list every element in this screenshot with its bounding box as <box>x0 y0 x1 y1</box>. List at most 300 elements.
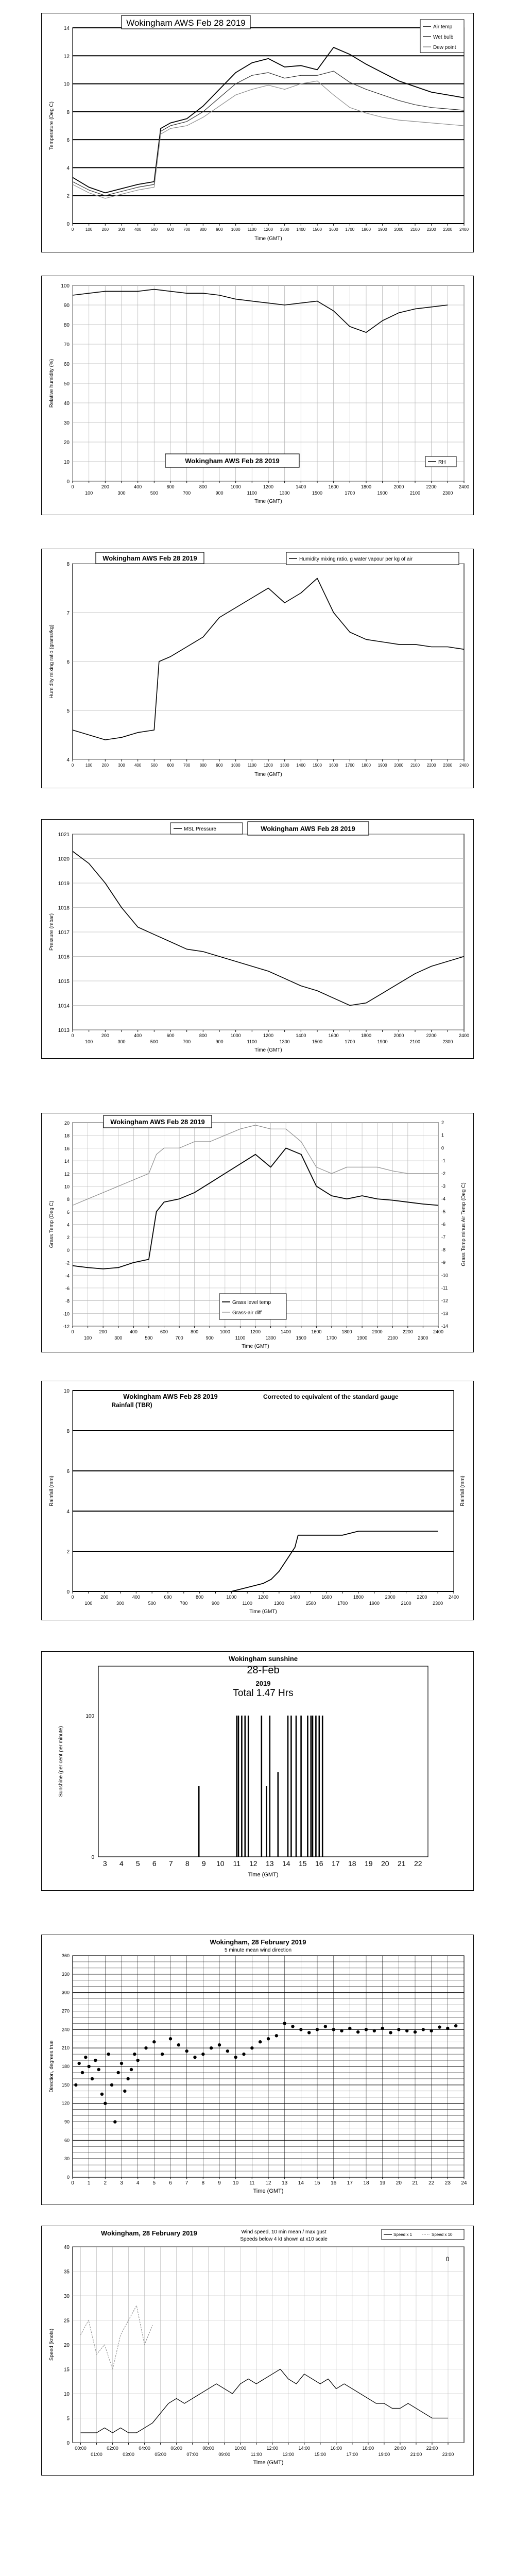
x-tick-label: 18 <box>348 1859 356 1868</box>
x-tick-label: 9 <box>218 2180 221 2186</box>
mixing-ratio-chart <box>42 549 473 788</box>
x-tick-label: 13 <box>282 2180 288 2186</box>
x-tick-label: 20:00 <box>394 2446 406 2451</box>
x-tick-label: 200 <box>101 227 109 232</box>
y-tick-label: 80 <box>63 323 70 328</box>
chart-subtitle: 5 minute mean wind direction <box>224 1947 292 1953</box>
y-tick-label: 30 <box>63 2294 70 2299</box>
x-tick-label: 100 <box>84 1335 92 1341</box>
x-tick-label: 07:00 <box>186 2452 198 2457</box>
temperature-chart <box>42 13 473 252</box>
wind-direction-point <box>414 2030 417 2033</box>
x-tick-label: 21 <box>412 2180 418 2186</box>
y-axis-label: Grass Temp (Deg C) <box>49 1200 55 1248</box>
x-axis-label: Time (GMT) <box>248 1872 279 1878</box>
y-tick-label: 18 <box>64 1133 70 1139</box>
x-tick-label: 15 <box>299 1859 307 1868</box>
sunshine-chart-panel <box>41 1651 474 1891</box>
wind-direction-point <box>144 2046 147 2049</box>
y2-tick-label: -5 <box>441 1209 446 1214</box>
y-tick-label: 0 <box>66 222 70 227</box>
x-tick-label: 600 <box>164 1595 172 1600</box>
y-tick-label: 0 <box>91 1855 94 1860</box>
wind-direction-point <box>94 2059 97 2062</box>
x-tick-label: 2200 <box>426 1033 437 1038</box>
x-tick-label: 12:00 <box>266 2446 279 2451</box>
wind-direction-point <box>130 2068 133 2071</box>
x-tick-label: 800 <box>199 763 207 768</box>
wind-direction-point <box>267 2037 270 2040</box>
y-tick-label: 70 <box>63 342 70 348</box>
y-tick-label: 0 <box>66 1247 70 1253</box>
x-tick-label: 14 <box>298 2180 304 2186</box>
x-tick-label: 0 <box>71 763 74 768</box>
chart-title: Wokingham AWS Feb 28 2019 <box>126 18 246 28</box>
x-tick-label: 100 <box>85 763 93 768</box>
x-tick-label: 1900 <box>377 1039 388 1044</box>
y-axis-label: Humidity mixing ratio (grams/kg) <box>49 624 55 699</box>
x-tick-label: 1600 <box>328 484 339 489</box>
y2-tick-label: -1 <box>441 1158 446 1164</box>
wind-direction-point <box>177 2043 180 2046</box>
y2-tick-label: -4 <box>441 1196 446 1202</box>
x-tick-label: 500 <box>150 763 158 768</box>
y2-axis-label: Grass Temp minus Air Temp (Deg C) <box>461 1182 467 1266</box>
x-tick-label: 2 <box>104 2180 107 2186</box>
x-tick-label: 2200 <box>402 1329 413 1334</box>
wind-direction-point <box>123 2090 126 2093</box>
x-tick-label: 900 <box>216 227 223 232</box>
x-tick-label: 700 <box>183 763 191 768</box>
legend-label: Humidity mixing ratio, g water vapour per kg of air <box>299 556 413 562</box>
y-tick-label: 10 <box>63 81 70 88</box>
y-tick-label: -2 <box>65 1260 70 1266</box>
wind-direction-point <box>454 2024 457 2027</box>
x-tick-label: 16 <box>315 1859 323 1868</box>
x-tick-label: 1800 <box>353 1595 364 1600</box>
x-tick-label: 20 <box>396 2180 402 2186</box>
x-tick-label: 2000 <box>385 1595 396 1600</box>
rainfall-chart-panel <box>41 1381 474 1620</box>
chart-subtitle-2: Speeds below 4 kt shown at x10 scale <box>240 2236 328 2242</box>
legend-label: Wet bulb <box>433 35 454 40</box>
x-tick-label: 1900 <box>369 1601 380 1606</box>
wind-direction-point <box>234 2056 237 2059</box>
chart-title: Wokingham AWS Feb 28 2019 <box>102 554 197 562</box>
x-tick-label: 900 <box>215 1039 224 1044</box>
x-tick-label: 1600 <box>311 1329 322 1334</box>
x-tick-label: 4 <box>119 1859 124 1868</box>
wind-direction-point <box>348 2027 351 2030</box>
chart-total: Total 1.47 Hrs <box>233 1688 294 1699</box>
x-tick-label: 1900 <box>357 1335 368 1341</box>
x-tick-label: 2300 <box>418 1335 428 1341</box>
x-tick-label: 1400 <box>289 1595 300 1600</box>
x-tick-label: 2400 <box>458 1033 470 1038</box>
x-tick-label: 1800 <box>341 1329 352 1334</box>
wind-direction-chart-panel <box>41 1935 474 2205</box>
legend-label: Grass-air diff <box>232 1310 262 1316</box>
y2-axis-label: Rainfall (mm) <box>460 1476 466 1506</box>
x-tick-label: 17 <box>332 1859 340 1868</box>
x-tick-label: 18:00 <box>362 2446 374 2451</box>
wind-direction-point <box>185 2049 188 2053</box>
x-tick-label: 800 <box>196 1595 204 1600</box>
x-tick-label: 900 <box>215 490 224 496</box>
x-tick-label: 02:00 <box>107 2446 118 2451</box>
x-tick-label: 1500 <box>312 1039 323 1044</box>
x-tick-label: 1400 <box>296 763 306 768</box>
x-tick-label: 1300 <box>279 1039 290 1044</box>
x-tick-label: 300 <box>118 763 125 768</box>
x-tick-label: 1900 <box>377 227 387 232</box>
y-tick-label: 100 <box>85 1713 94 1719</box>
x-tick-label: 1300 <box>280 227 289 232</box>
y2-tick-label: -10 <box>441 1273 449 1278</box>
plot-area <box>73 1391 454 1591</box>
wind-direction-point <box>438 2025 441 2028</box>
x-tick-label: 21:00 <box>410 2452 422 2457</box>
wind-direction-point <box>316 2028 319 2031</box>
y-tick-label: 5 <box>66 2416 70 2422</box>
wind-direction-point <box>133 2053 136 2056</box>
x-tick-label: 9 <box>201 1859 206 1868</box>
y-tick-label: 14 <box>63 26 70 31</box>
y-tick-label: 7 <box>66 611 70 616</box>
x-tick-label: 03:00 <box>123 2452 134 2457</box>
y-tick-label: 0 <box>66 479 70 485</box>
x-tick-label: 1600 <box>328 1033 339 1038</box>
x-tick-label: 21 <box>398 1859 406 1868</box>
x-tick-label: 2100 <box>410 763 420 768</box>
legend-label: Dew point <box>433 45 456 50</box>
y-tick-label: 12 <box>64 1171 70 1177</box>
x-tick-label: 1000 <box>231 227 241 232</box>
x-tick-label: 800 <box>199 484 207 489</box>
x-tick-label: 09:00 <box>218 2452 230 2457</box>
x-tick-label: 1200 <box>258 1595 269 1600</box>
wind-direction-point <box>365 2028 368 2031</box>
y-tick-label: 12 <box>63 54 70 60</box>
x-tick-label: 100 <box>85 490 93 496</box>
x-axis-label: Time (GMT) <box>242 1344 269 1349</box>
y-tick-label: 1013 <box>58 1028 70 1033</box>
x-tick-label: 11:00 <box>250 2452 262 2457</box>
x-tick-label: 1 <box>87 2180 91 2186</box>
x-tick-label: 200 <box>101 763 109 768</box>
x-tick-label: 700 <box>183 1039 191 1044</box>
y-tick-label: 8 <box>66 109 70 115</box>
y-tick-label: 2 <box>66 1235 70 1241</box>
x-tick-label: 500 <box>148 1601 156 1606</box>
y-tick-label: 30 <box>63 420 70 426</box>
wind-direction-point <box>340 2029 343 2032</box>
x-tick-label: 1700 <box>345 490 355 496</box>
x-tick-label: 2300 <box>433 1601 443 1606</box>
x-tick-label: 100 <box>85 227 93 232</box>
x-tick-label: 400 <box>134 763 142 768</box>
wind-speed-chart-panel <box>41 2226 474 2476</box>
x-tick-label: 1100 <box>247 1039 258 1044</box>
x-tick-label: 10:00 <box>234 2446 246 2451</box>
y-axis-label: Speed (knots) <box>49 2328 55 2361</box>
y-tick-label: 20 <box>64 1121 70 1126</box>
x-tick-label: 200 <box>101 484 109 489</box>
x-tick-label: 1700 <box>345 227 355 232</box>
y-tick-label: 90 <box>64 2119 70 2125</box>
x-tick-label: 500 <box>150 1039 158 1044</box>
wind-direction-point <box>113 2120 116 2123</box>
y2-tick-label: -7 <box>441 1234 446 1240</box>
x-tick-label: 1400 <box>296 1033 306 1038</box>
x-tick-label: 2400 <box>448 1595 459 1600</box>
x-tick-label: 3 <box>120 2180 123 2186</box>
y-axis-label: Relative humidity (%) <box>49 359 55 408</box>
legend-label: Air temp <box>433 24 453 30</box>
x-tick-label: 12 <box>265 2180 271 2186</box>
y2-tick-label: -11 <box>441 1285 448 1291</box>
x-tick-label: 100 <box>85 1039 93 1044</box>
wind-direction-point <box>161 2053 164 2056</box>
x-tick-label: 200 <box>99 1329 107 1334</box>
x-tick-label: 2100 <box>409 490 421 496</box>
chart-note: Corrected to equivalent of the standard gauge <box>263 1393 399 1400</box>
x-tick-label: 1100 <box>235 1335 246 1341</box>
y-axis-label: Pressure (mbar) <box>49 913 55 951</box>
x-tick-label: 2300 <box>443 227 453 232</box>
x-tick-label: 2100 <box>410 227 420 232</box>
x-axis-label: Time (GMT) <box>254 236 282 242</box>
x-tick-label: 900 <box>216 763 223 768</box>
x-tick-label: 1600 <box>329 763 338 768</box>
x-tick-label: 2000 <box>393 1033 404 1038</box>
wind-direction-point <box>81 2071 84 2074</box>
y-tick-label: 2 <box>66 193 70 199</box>
wind-direction-point <box>259 2040 262 2043</box>
x-tick-label: 05:00 <box>154 2452 166 2457</box>
x-tick-label: 1500 <box>305 1601 316 1606</box>
x-tick-label: 1000 <box>226 1595 237 1600</box>
wind-direction-point <box>126 2077 129 2080</box>
y-tick-label: 16 <box>64 1146 70 1151</box>
x-tick-label: 3 <box>102 1859 107 1868</box>
wind-direction-point <box>299 2028 302 2031</box>
chart-title: Wokingham AWS Feb 28 2019 <box>123 1393 218 1400</box>
y2-tick-label: 2 <box>441 1120 444 1125</box>
x-tick-label: 15:00 <box>314 2452 327 2457</box>
wind-direction-point <box>97 2068 100 2071</box>
y2-tick-label: -9 <box>441 1260 446 1265</box>
wind-direction-point <box>430 2029 433 2032</box>
y-tick-label: 20 <box>63 440 70 446</box>
y-tick-label: 180 <box>61 2064 70 2069</box>
x-tick-label: 2200 <box>426 227 436 232</box>
wind-direction-point <box>201 2053 204 2056</box>
x-tick-label: 1300 <box>273 1601 284 1606</box>
y-tick-label: 20 <box>63 2343 70 2348</box>
y-tick-label: 40 <box>63 2245 70 2250</box>
x-tick-label: 2200 <box>426 763 436 768</box>
x-tick-label: 700 <box>183 490 191 496</box>
x-tick-label: 400 <box>129 1329 138 1334</box>
wind-direction-point <box>389 2031 392 2034</box>
x-tick-label: 200 <box>100 1595 109 1600</box>
x-tick-label: 7 <box>185 2180 188 2186</box>
y-axis-label: Direction, degrees true <box>49 2040 55 2093</box>
y-tick-label: 6 <box>66 1209 70 1215</box>
x-tick-label: 400 <box>132 1595 140 1600</box>
y-tick-label: 360 <box>61 1953 70 1958</box>
x-tick-label: 300 <box>118 227 125 232</box>
x-tick-label: 00:00 <box>75 2446 87 2451</box>
y-tick-label: 8 <box>66 1429 70 1434</box>
wind-direction-point <box>307 2031 311 2034</box>
wind-direction-point <box>107 2053 110 2056</box>
x-tick-label: 200 <box>101 1033 109 1038</box>
x-tick-label: 1100 <box>247 227 256 232</box>
y-tick-label: 14 <box>64 1159 70 1164</box>
x-tick-label: 700 <box>175 1335 183 1341</box>
x-tick-label: 1100 <box>247 490 258 496</box>
wind-direction-point <box>87 2065 90 2068</box>
x-tick-label: 800 <box>199 1033 207 1038</box>
x-tick-label: 19 <box>365 1859 373 1868</box>
y-tick-label: -4 <box>65 1273 70 1279</box>
wind-direction-point <box>332 2028 335 2031</box>
y-tick-label: 1016 <box>58 954 70 960</box>
y-tick-label: 6 <box>66 659 70 665</box>
y-tick-label: 1021 <box>58 832 70 838</box>
x-tick-label: 14 <box>282 1859 290 1868</box>
x-tick-label: 1300 <box>279 490 290 496</box>
y-axis-label: Rainfall (mm) <box>49 1476 55 1506</box>
x-tick-label: 1400 <box>296 227 306 232</box>
x-tick-label: 23 <box>444 2180 451 2186</box>
y-tick-label: 8 <box>66 1197 70 1202</box>
x-tick-label: 100 <box>84 1601 93 1606</box>
x-tick-label: 16 <box>331 2180 337 2186</box>
x-tick-label: 700 <box>180 1601 188 1606</box>
x-tick-label: 1700 <box>345 1039 355 1044</box>
x-tick-label: 1200 <box>263 1033 274 1038</box>
y-tick-label: 60 <box>64 2138 70 2143</box>
chart-date: 28-Feb <box>247 1665 280 1676</box>
wind-direction-point <box>291 2025 294 2028</box>
y-tick-label: 40 <box>63 401 70 406</box>
y-tick-label: 10 <box>63 460 70 465</box>
chart-subtitle: Wind speed, 10 min mean / max gust <box>241 2229 327 2235</box>
wind-direction-point <box>422 2028 425 2031</box>
wind-direction-point <box>84 2056 87 2059</box>
x-tick-label: 600 <box>160 1329 168 1334</box>
x-tick-label: 2000 <box>394 763 404 768</box>
wind-direction-point <box>77 2062 80 2065</box>
y-tick-label: -10 <box>62 1311 70 1317</box>
x-tick-label: 600 <box>166 484 175 489</box>
x-tick-label: 1200 <box>264 763 273 768</box>
y-tick-label: 0 <box>66 2175 70 2180</box>
y2-tick-label: -6 <box>441 1222 446 1227</box>
wind-direction-point <box>275 2034 278 2037</box>
y-tick-label: 90 <box>63 303 70 309</box>
x-tick-label: 13:00 <box>282 2452 295 2457</box>
x-tick-label: 11 <box>233 1859 241 1868</box>
x-axis-label: Time (GMT) <box>253 2460 284 2466</box>
y-tick-label: 4 <box>66 1509 70 1515</box>
x-tick-label: 01:00 <box>91 2452 102 2457</box>
x-tick-label: 1400 <box>296 484 306 489</box>
x-tick-label: 1000 <box>219 1329 230 1334</box>
x-tick-label: 1900 <box>377 763 387 768</box>
x-tick-label: 1400 <box>281 1329 291 1334</box>
x-tick-label: 2200 <box>426 484 437 489</box>
y2-tick-label: -13 <box>441 1311 449 1316</box>
x-tick-label: 2400 <box>459 763 469 768</box>
x-tick-label: 4 <box>136 2180 140 2186</box>
pressure-chart <box>42 820 473 1058</box>
wind-direction-point <box>136 2059 139 2062</box>
x-tick-label: 600 <box>167 763 174 768</box>
y-tick-label: 1018 <box>58 905 70 911</box>
x-tick-label: 2100 <box>401 1601 411 1606</box>
x-tick-label: 6 <box>152 1859 157 1868</box>
x-tick-label: 23:00 <box>442 2452 454 2457</box>
x-tick-label: 6 <box>169 2180 172 2186</box>
x-tick-label: 1600 <box>321 1595 332 1600</box>
y-tick-label: 100 <box>61 283 70 289</box>
x-tick-label: 800 <box>191 1329 199 1334</box>
x-tick-label: 19:00 <box>378 2452 390 2457</box>
wind-direction-point <box>74 2083 77 2087</box>
x-tick-label: 2400 <box>433 1329 444 1334</box>
x-tick-label: 0 <box>71 1329 74 1334</box>
humidity-chart <box>42 276 473 515</box>
wind-direction-point <box>381 2027 384 2030</box>
x-tick-label: 17 <box>347 2180 353 2186</box>
x-axis-label: Time (GMT) <box>249 1609 277 1615</box>
chart-title: Wokingham sunshine <box>228 1655 298 1663</box>
y-tick-label: 15 <box>63 2367 70 2373</box>
wind-direction-point <box>169 2037 172 2040</box>
y-tick-label: 50 <box>63 381 70 387</box>
y2-tick-label: -2 <box>441 1171 446 1176</box>
x-axis-label: Time (GMT) <box>253 2188 284 2194</box>
x-tick-label: 1700 <box>345 763 355 768</box>
y-tick-label: 4 <box>66 165 70 172</box>
x-tick-label: 1700 <box>337 1601 348 1606</box>
x-tick-label: 500 <box>145 1335 153 1341</box>
x-tick-label: 20 <box>381 1859 389 1868</box>
legend-label: RH <box>438 460 446 465</box>
x-tick-label: 2300 <box>442 490 453 496</box>
x-tick-label: 1900 <box>377 490 388 496</box>
x-tick-label: 17:00 <box>346 2452 358 2457</box>
grass-temp-chart-panel <box>41 1113 474 1352</box>
y-tick-label: 5 <box>66 708 70 714</box>
x-tick-label: 22 <box>428 2180 435 2186</box>
y-tick-label: -12 <box>62 1324 70 1329</box>
x-tick-label: 04:00 <box>139 2446 150 2451</box>
wind-direction-point <box>446 2027 449 2030</box>
y-tick-label: -6 <box>65 1285 70 1291</box>
x-tick-label: 1000 <box>231 763 241 768</box>
x-tick-label: 8 <box>185 1859 190 1868</box>
legend-label: MSL Pressure <box>184 826 216 832</box>
x-tick-label: 1500 <box>296 1335 306 1341</box>
x-tick-label: 300 <box>116 1601 125 1606</box>
wind-direction-chart <box>42 1935 473 2205</box>
x-tick-label: 24 <box>461 2180 467 2186</box>
